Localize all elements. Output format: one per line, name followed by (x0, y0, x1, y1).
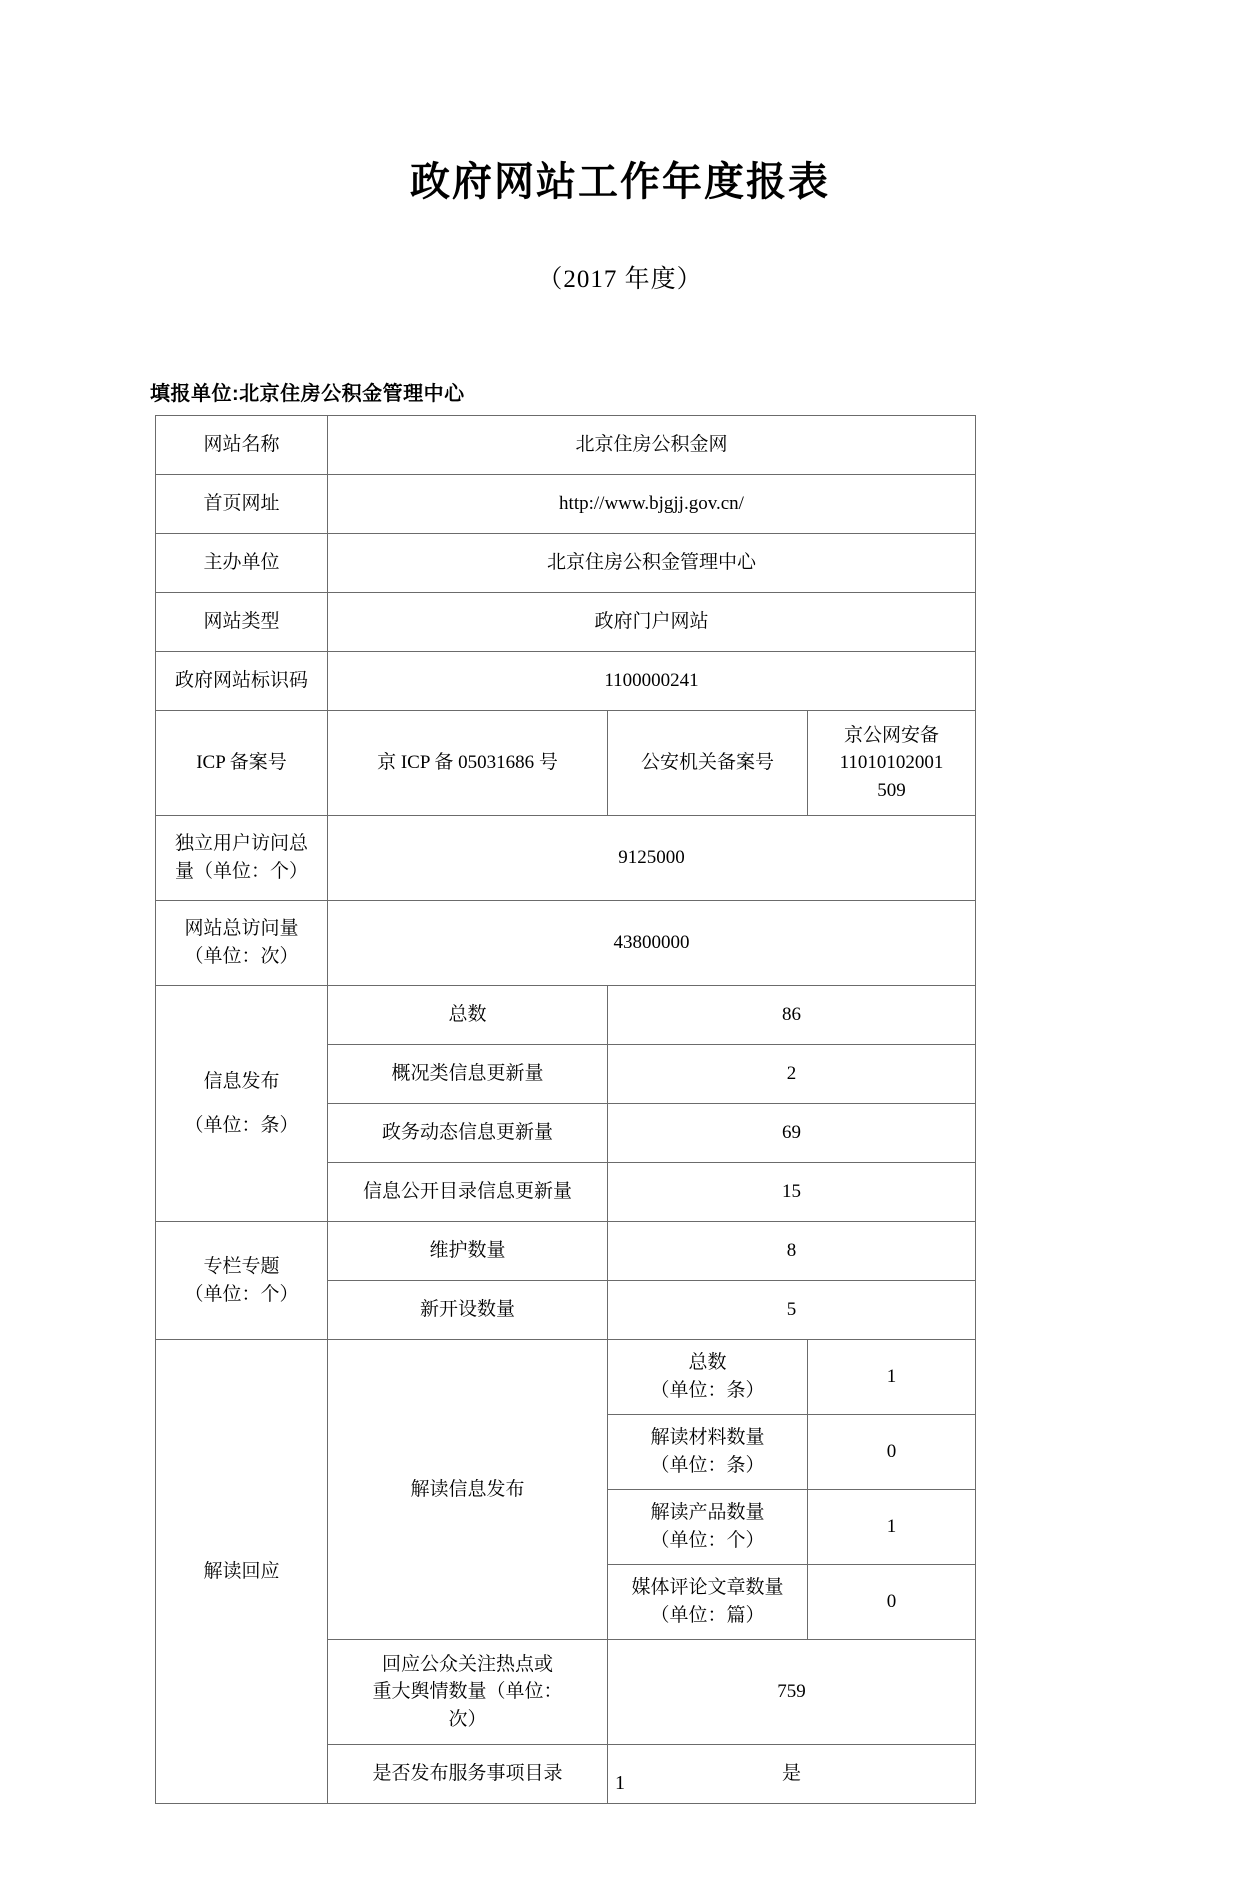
filer-unit-label: 填报单位:北京住房公积金管理中心 (150, 383, 465, 405)
row-label-police-record: 公安机关备案号 (608, 711, 808, 816)
columns-topics-label-line2: （单位：个） (184, 1283, 299, 1305)
info-publish-item-name: 信息公开目录信息更新量 (328, 1163, 608, 1222)
interpretation-item-name-line2: （单位：条） (650, 1455, 765, 1476)
row-value-police-record (808, 711, 976, 816)
row-value-sponsor: 北京住房公积金管理中心 (328, 534, 976, 593)
row-label-sponsor: 主办单位 (156, 534, 328, 593)
info-publish-item-name: 概况类信息更新量 (328, 1045, 608, 1104)
columns-topics-label-line1: 专栏专题 (203, 1255, 280, 1277)
row-label-columns-topics (156, 1222, 328, 1340)
hotspot-label-line1: 回应公众关注热点或 (381, 1653, 553, 1675)
row-value-site-code: 1100000241 (328, 652, 976, 711)
table-row (156, 652, 976, 711)
row-value-homepage-url: http://www.bjgjj.gov.cn/ (328, 475, 976, 534)
page-title: 政府网站工作年度报表 (410, 160, 830, 204)
table-row (156, 1340, 976, 1415)
row-label-info-publish (156, 986, 328, 1222)
unique-users-label-line2: 量（单位：个） (174, 861, 308, 882)
row-label-icp: ICP 备案号 (156, 711, 328, 816)
row-label-site-code: 政府网站标识码 (156, 652, 328, 711)
row-label-interpretation: 解读回应 (156, 1340, 328, 1804)
info-publish-item-name: 总数 (328, 986, 608, 1045)
table-row (156, 1222, 976, 1281)
row-value-unique-users: 9125000 (328, 816, 976, 901)
total-visits-label-line1: 网站总访问量 (184, 918, 299, 940)
table-row (156, 475, 976, 534)
interpretation-item-name-line2: （单位：个） (650, 1530, 765, 1551)
page-subtitle: （2017 年度） (537, 266, 703, 293)
table-row-total-visits (156, 901, 976, 986)
table-row-icp (156, 711, 976, 816)
interpretation-item-value: 0 (808, 1565, 976, 1640)
interpretation-item-name-line2: （单位：条） (650, 1380, 765, 1401)
table-row-unique-users (156, 816, 976, 901)
interpretation-publish-label: 解读信息发布 (328, 1340, 608, 1640)
columns-topics-item-name: 新开设数量 (328, 1281, 608, 1340)
info-publish-item-value: 86 (608, 986, 976, 1045)
interpretation-item-name-line1: 解读产品数量 (650, 1502, 765, 1524)
interpretation-item-name-line1: 媒体评论文章数量 (631, 1577, 784, 1599)
row-label-unique-users (156, 816, 328, 901)
info-publish-label-line2: （单位：条） (184, 1114, 299, 1136)
info-publish-item-name: 政务动态信息更新量 (328, 1104, 608, 1163)
document-page (0, 150, 1240, 1903)
info-publish-item-value: 2 (608, 1045, 976, 1104)
interpretation-item-value: 1 (808, 1340, 976, 1415)
interpretation-item-value: 1 (808, 1490, 976, 1565)
hotspot-label-line2: 重大舆情数量（单位： (372, 1681, 563, 1703)
interpretation-item-name (608, 1565, 808, 1640)
info-publish-item-value: 69 (608, 1104, 976, 1163)
police-record-line3: 509 (877, 779, 906, 801)
interpretation-item-name (608, 1490, 808, 1565)
annual-report-table (155, 415, 976, 1804)
interpretation-item-value: 0 (808, 1415, 976, 1490)
columns-topics-item-value: 5 (608, 1281, 976, 1340)
interpretation-item-name (608, 1340, 808, 1415)
row-value-icp: 京 ICP 备 05031686 号 (328, 711, 608, 816)
police-record-line2: 11010102001 (839, 752, 944, 774)
page-number: 1 (615, 1772, 625, 1794)
info-publish-label-line1: 信息发布 (203, 1070, 280, 1092)
hotspot-label-line3: 次） (448, 1708, 487, 1730)
unique-users-label-line1: 独立用户访问总 (174, 833, 308, 855)
interpretation-item-name (608, 1415, 808, 1490)
interpretation-item-name-line1: 解读材料数量 (650, 1427, 765, 1449)
table-row (156, 593, 976, 652)
row-value-site-type: 政府门户网站 (328, 593, 976, 652)
table-row (156, 534, 976, 593)
columns-topics-item-name: 维护数量 (328, 1222, 608, 1281)
info-publish-item-value: 15 (608, 1163, 976, 1222)
hotspot-value: 759 (608, 1640, 976, 1745)
interpretation-item-name-line1: 总数 (688, 1352, 727, 1374)
row-value-site-name: 北京住房公积金网 (328, 416, 976, 475)
row-value-total-visits: 43800000 (328, 901, 976, 986)
service-catalog-label: 是否发布服务事项目录 (328, 1745, 608, 1804)
row-label-total-visits (156, 901, 328, 986)
service-catalog-value: 是 (608, 1745, 976, 1804)
row-label-site-name: 网站名称 (156, 416, 328, 475)
table-row (156, 986, 976, 1045)
hotspot-label (328, 1640, 608, 1745)
row-label-site-type: 网站类型 (156, 593, 328, 652)
total-visits-label-line2: （单位：次） (184, 946, 299, 967)
row-label-homepage-url: 首页网址 (156, 475, 328, 534)
table-row (156, 416, 976, 475)
columns-topics-item-value: 8 (608, 1222, 976, 1281)
police-record-line1: 京公网安备 (843, 724, 939, 746)
interpretation-item-name-line2: （单位：篇） (650, 1605, 765, 1626)
